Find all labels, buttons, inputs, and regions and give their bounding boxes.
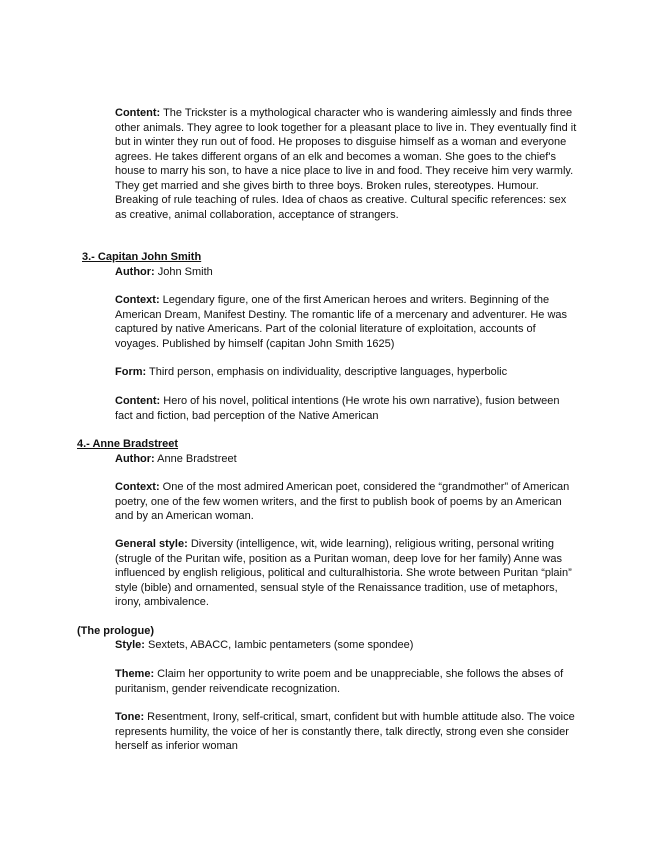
section-heading-smith: 3.- Capitan John Smith [82, 251, 202, 263]
general-style-text: Diversity (intelligence, wit, wide learning), religious writing, personal writing (strugle of the Puritan wife, position as a Puritan woman, deep love for her family) Anne was influenced by english religious, political and culturalhistoria. She wrote between Puritan “plain” style (bible) and ornamented, sensual style of the Renaissance tradition, use of metaphors, irony, ambivalence. [115, 538, 572, 608]
content-label: Content: [115, 107, 161, 119]
style-label: Style: [115, 639, 145, 651]
author-text: Anne Bradstreet [154, 453, 237, 465]
smith-author-line [115, 265, 213, 279]
prologue-style-line [115, 638, 413, 652]
bradstreet-author-line [115, 452, 237, 466]
content-label: Content: [115, 395, 161, 407]
context-label: Context: [115, 481, 160, 493]
form-text: Third person, emphasis on individuality, descriptive languages, hyperbolic [146, 366, 508, 378]
author-text: John Smith [154, 266, 213, 278]
content-text: Hero of his novel, political intentions (He wrote his own narrative), fusion between fact and fiction, bad perception of the Native American [115, 395, 560, 422]
general-style-label: General style: [115, 538, 188, 550]
bradstreet-style-paragraph [115, 537, 580, 610]
bradstreet-context-paragraph [115, 480, 580, 524]
prologue-theme-paragraph [115, 667, 580, 696]
context-text: Legendary figure, one of the first American heroes and writers. Beginning of the American Dream, Manifest Destiny. The romantic life of a mercenary and adventurer. He was captured by native Americans. Part of the colonial literature of exploitation, accounts of voyages. Published by himself (capitan John Smith 1625) [115, 294, 568, 350]
tone-text: Resentment, Irony, self-critical, smart, confident but with humble attitude also. The voice represents humility, the voice of her is constantly there, talk directly, strong even she consider herself as inferior woman [115, 711, 575, 752]
prologue-tone-paragraph [115, 710, 580, 754]
section-heading-bradstreet: 4.- Anne Bradstreet [77, 438, 179, 450]
smith-content-paragraph [115, 394, 580, 423]
theme-text: Claim her opportunity to write poem and be unappreciable, she follows the abses of puritanism, gender reivendicate recognization. [115, 668, 564, 695]
tone-label: Tone: [115, 711, 145, 723]
author-label: Author: [115, 266, 155, 278]
trickster-content-paragraph [115, 106, 580, 222]
form-label: Form: [115, 366, 147, 378]
author-label: Author: [115, 453, 155, 465]
context-label: Context: [115, 294, 160, 306]
style-text: Sextets, ABACC, Iambic pentameters (some spondee) [144, 639, 414, 651]
section-heading-prologue: (The prologue) [77, 625, 154, 637]
smith-form-paragraph [115, 365, 580, 380]
theme-label: Theme: [115, 668, 155, 680]
context-text: One of the most admired American poet, considered the “grandmother” of American poetry, one of the few women writers, and the first to publish book of poems by an American and by an American woman. [115, 481, 570, 522]
smith-context-paragraph [115, 293, 580, 351]
content-text: The Trickster is a mythological character who is wandering aimlessly and finds three other animals. They agree to look together for a pleasant place to live in. They eventually find it but in winter they run out of food. He proposes to disguise himself as a woman and everyone agrees. He takes different organs of an elk and becomes a woman. She goes to the chief's house to marry his son, to have a nice place to live in and food. They receive him very warmly. They get married and she gives birth to three boys. Broken rules, stereotypes. Humour. Breaking of rule teaching of rules. Idea of chaos as creative. Cultural specific references: sex as creative, animal collaboration, acceptance of strangers. [115, 107, 577, 221]
